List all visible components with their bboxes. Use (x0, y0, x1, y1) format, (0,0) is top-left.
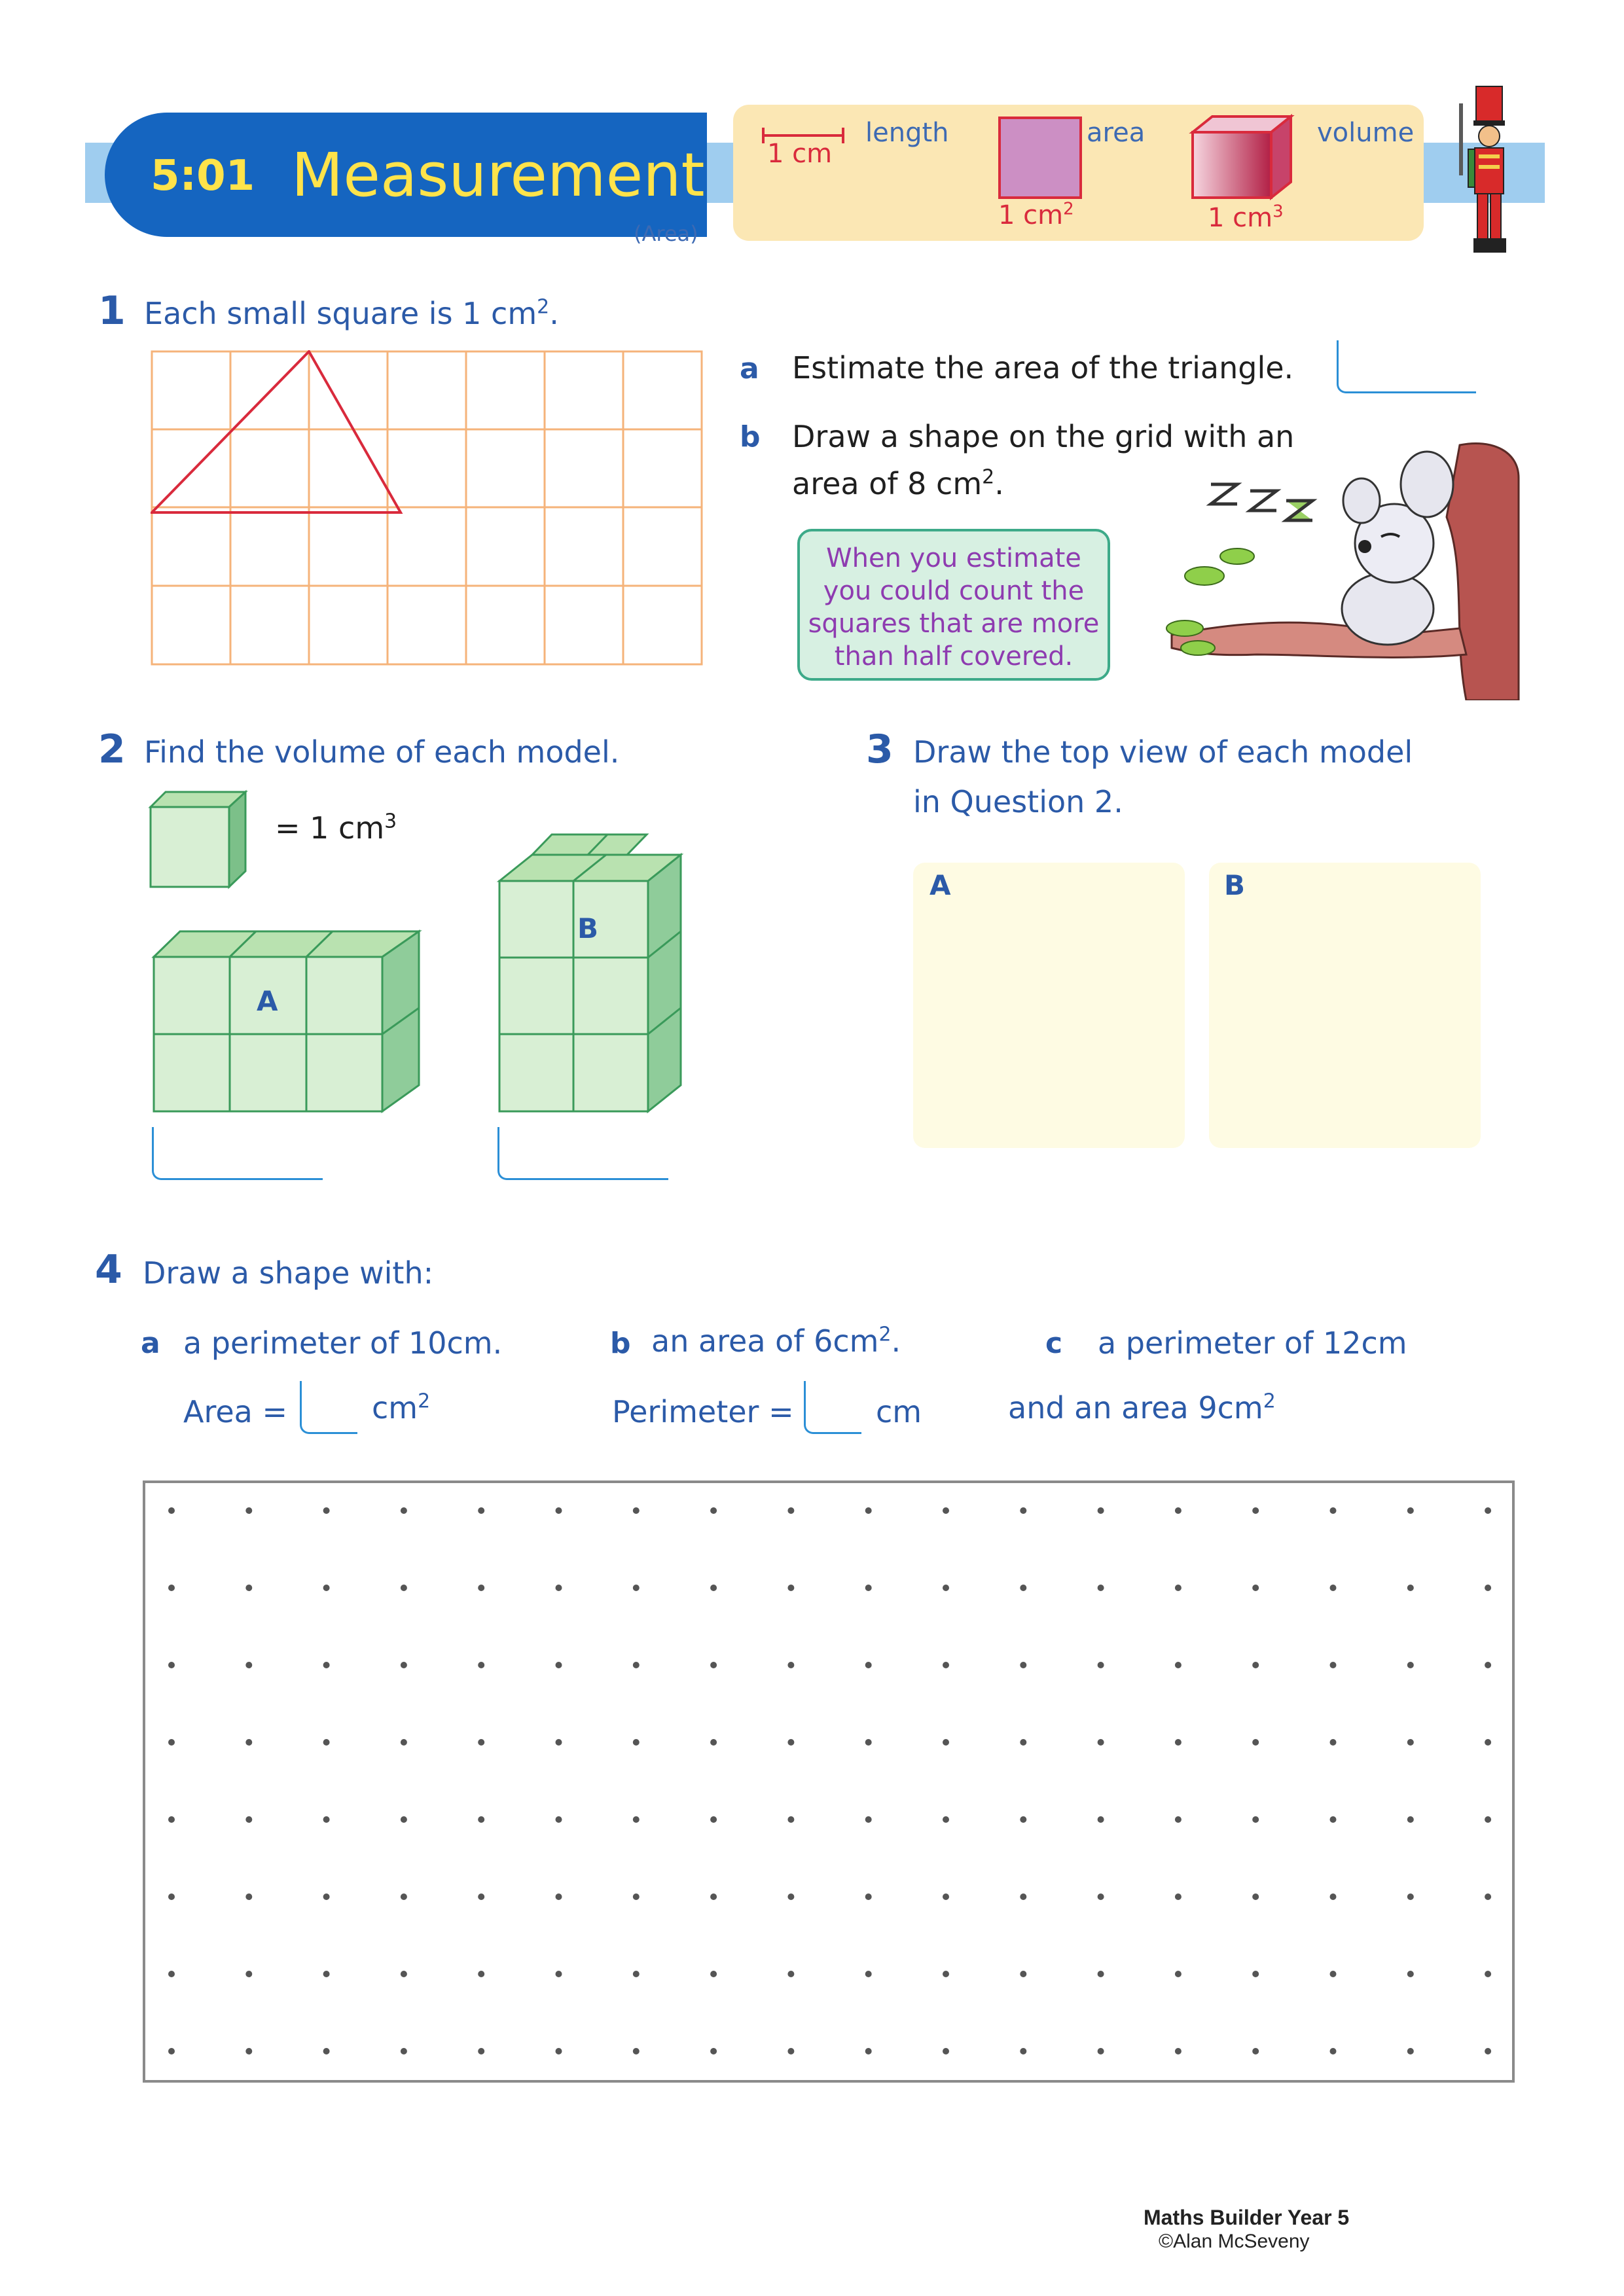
grid-dot (1175, 1816, 1182, 1823)
q4b-answer-unit: cm (876, 1394, 922, 1429)
grid-dot (323, 1816, 330, 1823)
grid-dot (943, 1971, 949, 1977)
unit-cube-key-icon (147, 789, 265, 892)
q1-triangle (152, 351, 401, 512)
volume-measure: 1 $cm^3$ (1208, 202, 1284, 233)
grid-dot (787, 1507, 794, 1514)
q1b-text-line2: area of 8 $cm^2$. (792, 465, 1004, 501)
q4b-letter: b (610, 1327, 631, 1360)
grid-dot (168, 2048, 175, 2054)
q4c-text: a perimeter of 12cm (1098, 1325, 1407, 1361)
grid-dot (478, 1739, 484, 1746)
grid-dot (168, 1507, 175, 1514)
grid-dot (1020, 2048, 1026, 2054)
grid-dot (168, 1893, 175, 1900)
grid-dot (633, 1662, 640, 1668)
q1-text: Each small square is 1 $cm^2$. (144, 295, 559, 331)
hint-tip-box (797, 529, 1110, 681)
grid-dot (1098, 1893, 1104, 1900)
grid-dot (245, 1662, 252, 1668)
grid-dot (1098, 2048, 1104, 2054)
q4a-text: a perimeter of 10cm. (183, 1325, 503, 1361)
grid-dot (401, 1507, 407, 1514)
grid-dot (1330, 1893, 1337, 1900)
q2-number: 2 (98, 726, 126, 772)
grid-dot (1330, 1971, 1337, 1977)
grid-dot (1330, 1507, 1337, 1514)
grid-dot (323, 1585, 330, 1591)
unit-cube-key-text: = 1 $cm^3$ (275, 810, 397, 846)
grid-dot (787, 1662, 794, 1668)
grid-dot (1485, 1893, 1491, 1900)
grid-dot (633, 2048, 640, 2054)
grid-dot (1407, 1816, 1414, 1823)
q1a-letter: a (740, 352, 759, 386)
grid-dot (401, 1893, 407, 1900)
q4b-answer-prefix: Perimeter = (612, 1394, 794, 1429)
q1b-letter: b (740, 420, 761, 454)
grid-dot (1330, 1585, 1337, 1591)
model-b (496, 831, 693, 1115)
grid-dot (1020, 1816, 1026, 1823)
grid-dot (1098, 1585, 1104, 1591)
grid-dot (1330, 1662, 1337, 1668)
grid-dot (168, 1585, 175, 1591)
model-a-label: A (257, 985, 278, 1017)
grid-dot (245, 1893, 252, 1900)
grid-dot (1330, 1816, 1337, 1823)
model-a (151, 928, 425, 1115)
volume-label: volume (1317, 118, 1415, 148)
grid-dot (943, 1893, 949, 1900)
grid-dot (710, 1971, 717, 1977)
footer-copyright: ©Alan McSeveny (1159, 2231, 1310, 2252)
grid-dot (401, 1585, 407, 1591)
volume-cube-icon (1186, 113, 1304, 204)
grid-dot (865, 2048, 872, 2054)
grid-dot (1098, 1662, 1104, 1668)
grid-dot (787, 1816, 794, 1823)
model-b-answer-box[interactable] (497, 1127, 668, 1180)
grid-dot (633, 1816, 640, 1823)
tip-line: you could count the (823, 576, 1085, 606)
grid-dot (401, 1816, 407, 1823)
grid-dot (556, 1507, 562, 1514)
grid-dot (401, 1739, 407, 1746)
length-label: length (865, 118, 949, 148)
q4c-text-line2: and an area $9cm^2$ (1008, 1390, 1276, 1426)
q4-number: 4 (95, 1247, 122, 1293)
grid-dot (323, 1662, 330, 1668)
grid-dot (1175, 1507, 1182, 1514)
length-measure: 1 cm (767, 139, 833, 169)
grid-dot (1407, 1507, 1414, 1514)
grid-dot (1252, 1662, 1259, 1668)
grid-dot (1175, 1585, 1182, 1591)
q4a-answer-unit: $cm^2$ (372, 1390, 431, 1426)
grid-dot (865, 1816, 872, 1823)
grid-dot (401, 2048, 407, 2054)
grid-dot (1020, 1662, 1026, 1668)
grid-dot (943, 2048, 949, 2054)
grid-dot (865, 1739, 872, 1746)
grid-dot (1407, 2048, 1414, 2054)
grid-dot (633, 1893, 640, 1900)
q2-text: Find the volume of each model. (144, 734, 620, 770)
q4b-text: an area of $6cm^2$. (651, 1323, 901, 1359)
grid-dot (1252, 1739, 1259, 1746)
grid-dot (1252, 2048, 1259, 2054)
dot-grid-frame[interactable] (143, 1480, 1515, 2083)
grid-dot (1175, 1971, 1182, 1977)
grid-dot (1020, 1893, 1026, 1900)
grid-dot (1175, 1739, 1182, 1746)
grid-dot (245, 1585, 252, 1591)
grid-dot (633, 1585, 640, 1591)
tip-line: When you estimate (826, 543, 1081, 573)
grid-dot (710, 1507, 717, 1514)
grid-dot (943, 1507, 949, 1514)
grid-dot (323, 2048, 330, 2054)
sleeping-mouse-illustration (1159, 439, 1525, 700)
grid-dot (323, 1893, 330, 1900)
grid-dot (556, 1662, 562, 1668)
grid-dot (556, 1585, 562, 1591)
grid-dot (478, 1971, 484, 1977)
q4c-letter: c (1045, 1327, 1063, 1360)
grid-dot (1330, 2048, 1337, 2054)
grid-dot (865, 1971, 872, 1977)
top-view-box-a[interactable] (913, 863, 1185, 1148)
grid-dot (1098, 1971, 1104, 1977)
grid-dot (865, 1662, 872, 1668)
grid-dot (710, 2048, 717, 2054)
grid-dot (865, 1507, 872, 1514)
q1a-text: Estimate the area of the triangle. (792, 350, 1294, 386)
grid-dot (168, 1739, 175, 1746)
grid-dot (1098, 1816, 1104, 1823)
grid-dot (1485, 1816, 1491, 1823)
grid-dot (1020, 1507, 1026, 1514)
grid-dot (865, 1893, 872, 1900)
grid-dot (1407, 1585, 1414, 1591)
grid-dot (168, 1816, 175, 1823)
grid-dot (401, 1662, 407, 1668)
top-view-box-b-label: B (1224, 869, 1246, 901)
grid-dot (787, 1971, 794, 1977)
grid-dot (865, 1585, 872, 1591)
grid-dot (1485, 1739, 1491, 1746)
grid-dot (1252, 1585, 1259, 1591)
q3-text-line2: in Question 2. (913, 784, 1123, 819)
grid-dot (323, 1739, 330, 1746)
grid-dot (943, 1739, 949, 1746)
grid-dot (787, 1893, 794, 1900)
grid-dot (245, 1816, 252, 1823)
grid-dot (556, 1739, 562, 1746)
grid-dot (1407, 1739, 1414, 1746)
grid-dot (633, 1971, 640, 1977)
grid-dot (1407, 1971, 1414, 1977)
grid-dot (478, 1507, 484, 1514)
grid-dot (245, 1739, 252, 1746)
grid-dot (168, 1662, 175, 1668)
grid-dot (633, 1739, 640, 1746)
footer-title: Maths Builder Year 5 (1144, 2206, 1350, 2229)
grid-dot (710, 1739, 717, 1746)
grid-dot (710, 1816, 717, 1823)
grid-dot (245, 2048, 252, 2054)
grid-dot (478, 1585, 484, 1591)
grid-dot (556, 1816, 562, 1823)
q1a-answer-box[interactable] (1337, 340, 1476, 393)
grid-dot (1252, 1971, 1259, 1977)
q4b-answer-box[interactable] (804, 1381, 861, 1434)
grid-dot (710, 1662, 717, 1668)
grid-dot (1252, 1507, 1259, 1514)
q1b-text-line1: Draw a shape on the grid with an (792, 419, 1295, 454)
q4a-answer-prefix: Area = (183, 1394, 288, 1429)
grid-dot (1175, 1662, 1182, 1668)
page-subtitle: (Area) (634, 221, 698, 246)
grid-dot (478, 2048, 484, 2054)
lesson-number: 5:01 (151, 152, 255, 200)
grid-dot (1020, 1585, 1026, 1591)
model-a-answer-box[interactable] (152, 1127, 323, 1180)
grid-dot (556, 1971, 562, 1977)
q1-square-grid[interactable] (151, 350, 707, 671)
q4-text: Draw a shape with: (143, 1255, 434, 1291)
grid-dot (787, 1739, 794, 1746)
grid-dot (1485, 1662, 1491, 1668)
grid-dot (1252, 1893, 1259, 1900)
grid-dot (401, 1971, 407, 1977)
grid-dot (1175, 2048, 1182, 2054)
area-square-icon (998, 117, 1082, 199)
grid-dot (478, 1816, 484, 1823)
grid-dot (710, 1585, 717, 1591)
grid-dot (323, 1971, 330, 1977)
toy-soldier-illustration (1450, 84, 1528, 255)
grid-dot (943, 1662, 949, 1668)
grid-dot (1407, 1893, 1414, 1900)
grid-dot (168, 1971, 175, 1977)
grid-dot (1098, 1507, 1104, 1514)
grid-dot (1252, 1816, 1259, 1823)
q4a-letter: a (141, 1327, 160, 1360)
grid-dot (245, 1971, 252, 1977)
grid-dot (943, 1585, 949, 1591)
page-title: Measurement (291, 140, 705, 210)
grid-dot (478, 1893, 484, 1900)
grid-dot (943, 1816, 949, 1823)
grid-dot (787, 2048, 794, 2054)
grid-dot (478, 1662, 484, 1668)
tip-line: than half covered. (834, 641, 1074, 672)
grid-dot (1098, 1739, 1104, 1746)
grid-dot (1407, 1662, 1414, 1668)
q1-number: 1 (98, 288, 126, 334)
grid-dot (633, 1507, 640, 1514)
q3-number: 3 (866, 726, 893, 772)
q3-text-line1: Draw the top view of each model (913, 734, 1413, 770)
grid-dot (556, 2048, 562, 2054)
grid-dot (556, 1893, 562, 1900)
grid-dot (323, 1507, 330, 1514)
model-b-label: B (577, 912, 599, 944)
top-view-box-a-label: A (929, 869, 951, 901)
grid-dot (1330, 1739, 1337, 1746)
grid-dot (1020, 1971, 1026, 1977)
grid-dot (245, 1507, 252, 1514)
area-label: area (1087, 118, 1146, 148)
grid-dot (1485, 1507, 1491, 1514)
grid-dot (1175, 1893, 1182, 1900)
grid-dot (787, 1585, 794, 1591)
area-measure: 1 $cm^2$ (998, 199, 1074, 230)
grid-dot (1020, 1739, 1026, 1746)
grid-dot (1485, 2048, 1491, 2054)
grid-dot (1485, 1585, 1491, 1591)
grid-dot (1485, 1971, 1491, 1977)
dot-grid[interactable] (145, 1483, 1512, 2080)
top-view-box-b[interactable] (1209, 863, 1481, 1148)
tip-line: squares that are more (808, 609, 1100, 639)
q4a-answer-box[interactable] (300, 1381, 357, 1434)
grid-dot (710, 1893, 717, 1900)
